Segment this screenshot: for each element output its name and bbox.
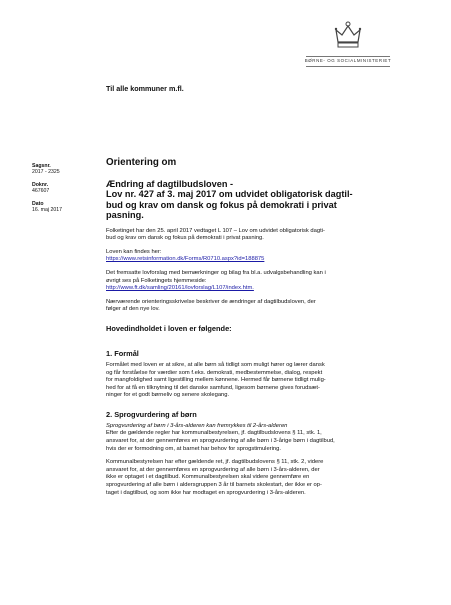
text-line: Folketinget har den 25. april 2017 vedtaget L 107 – Lov om udvidet obligatorisk dagti- (106, 227, 325, 234)
text-line: ansvaret for, at der gennemføres en sprogvurdering af alle børn i 3-årige børn i dagtilbud, (106, 437, 335, 444)
section-1-heading: 1. Formål (106, 348, 139, 358)
case-number-value: 2017 - 2325 (32, 169, 60, 175)
text-line: Efter de gældende regler har kommunalbestyrelsen, jf. dagtilbudslovens § 11, stk. 1, (106, 430, 322, 437)
logo-rule-bottom (306, 66, 390, 67)
doc-number-value: 467607 (32, 188, 50, 194)
text-line: ikke er optaget i et dagtilbud. Kommunalbestyrelsen skal videre gennemføre en (106, 474, 310, 481)
law-link[interactable]: https://www.retsinformation.dk/Forms/R0710.aspx?id=188875 (106, 256, 265, 263)
document-type: Orientering om (106, 157, 177, 168)
crown-icon (326, 20, 370, 54)
bill-link[interactable]: http://www.ft.dk/samling/20161/lovforslag/L107/index.htm. (106, 285, 254, 292)
title-line: Lov nr. 427 af 3. maj 2017 om udvidet obligatorisk dagtil- (106, 189, 353, 200)
recipient: Til alle kommuner m.fl. (106, 84, 184, 93)
text-line: taget i dagtilbud, og som ikke har modtaget en sprogvurdering i 3-års-alderen. (106, 489, 306, 496)
text-line: følger af den nye lov. (106, 306, 160, 313)
letter-body (106, 157, 406, 503)
section-2-subheading: Sprogvurdering af børn i 3-års-alderen kan fremrykkes til 2-års-alderen (106, 422, 288, 429)
text-line: bud og krav om dansk og fokus på demokrati i privat pasning. (106, 235, 264, 242)
text-line: øvrigt ses på Folketingets hjemmeside: (106, 277, 207, 284)
title-line: Ændring af dagtilbudsloven - (106, 179, 234, 189)
document-title (106, 179, 406, 221)
text-line: ninger for et godt børneliv og senere skolegang. (106, 392, 230, 399)
section-2-heading: 2. Sprogvurdering af børn (106, 409, 197, 419)
law-found-label: Loven kan findes her: (106, 248, 162, 255)
main-content-heading: Hovedindholdet i loven er følgende: (106, 323, 232, 333)
describes-paragraph (106, 299, 406, 314)
text-line: for mangfoldighed samt ligestilling mellem kønnene. Hermed får børnene tidligt mulig- (106, 377, 326, 384)
ministry-name: BØRNE- OG SOCIALMINISTERIET (304, 58, 392, 63)
section-2-paragraph-2 (106, 459, 406, 497)
text-line: Nærværende orienteringsskrivelse beskriver de ændringer af dagtilbudsloven, der (106, 298, 316, 305)
document-metadata (32, 163, 92, 220)
intro-paragraph (106, 228, 406, 243)
date-label: Dato (32, 201, 44, 207)
text-line: Kommunalbestyrelsen har efter gældende ret, jf. dagtilbudslovens § 11, stk. 2, videre (106, 459, 324, 466)
text-line: og får forståelse for værdier som f.eks. demokrati, medbestemmelse, dialog, respekt (106, 369, 323, 376)
case-number-label: Sagsnr. (32, 163, 51, 169)
text-line: ansvaret for, at der gennemføres en sprogvurdering af alle børn i 3-års-alderen, der (106, 466, 320, 473)
text-line: sprogvurdering af alle børn i aldersgruppen 3 år til barnets skolestart, der ikke er op- (106, 481, 322, 488)
title-line: pasning. (106, 210, 144, 221)
text-line: hed for at få en tilknytning til det danske samfund, ligesom børnene gives forudsæt- (106, 384, 320, 391)
date-value: 16. maj 2017 (32, 207, 62, 213)
text-line: Formålet med loven er at sikre, at alle børn så tidligt som muligt hører og lærer dansk (106, 361, 325, 368)
section-1-paragraph (106, 362, 406, 400)
title-line: bud og krav om dansk og fokus på demokrati i privat (106, 199, 337, 210)
text-line: hvis der er formodning om, at barnet har behov for sprogstimulering. (106, 445, 281, 452)
text-line: Det fremsatte lovforslag med bemærkninger og bilag fra bl.a. udvalgsbehandling kan i (106, 270, 326, 276)
doc-number-label: Doknr. (32, 182, 49, 188)
bill-paragraph (106, 270, 406, 293)
ministry-logo (288, 20, 408, 72)
law-link-paragraph (106, 249, 406, 264)
logo-rule-top (306, 56, 390, 57)
section-2-paragraph-1 (106, 430, 406, 453)
